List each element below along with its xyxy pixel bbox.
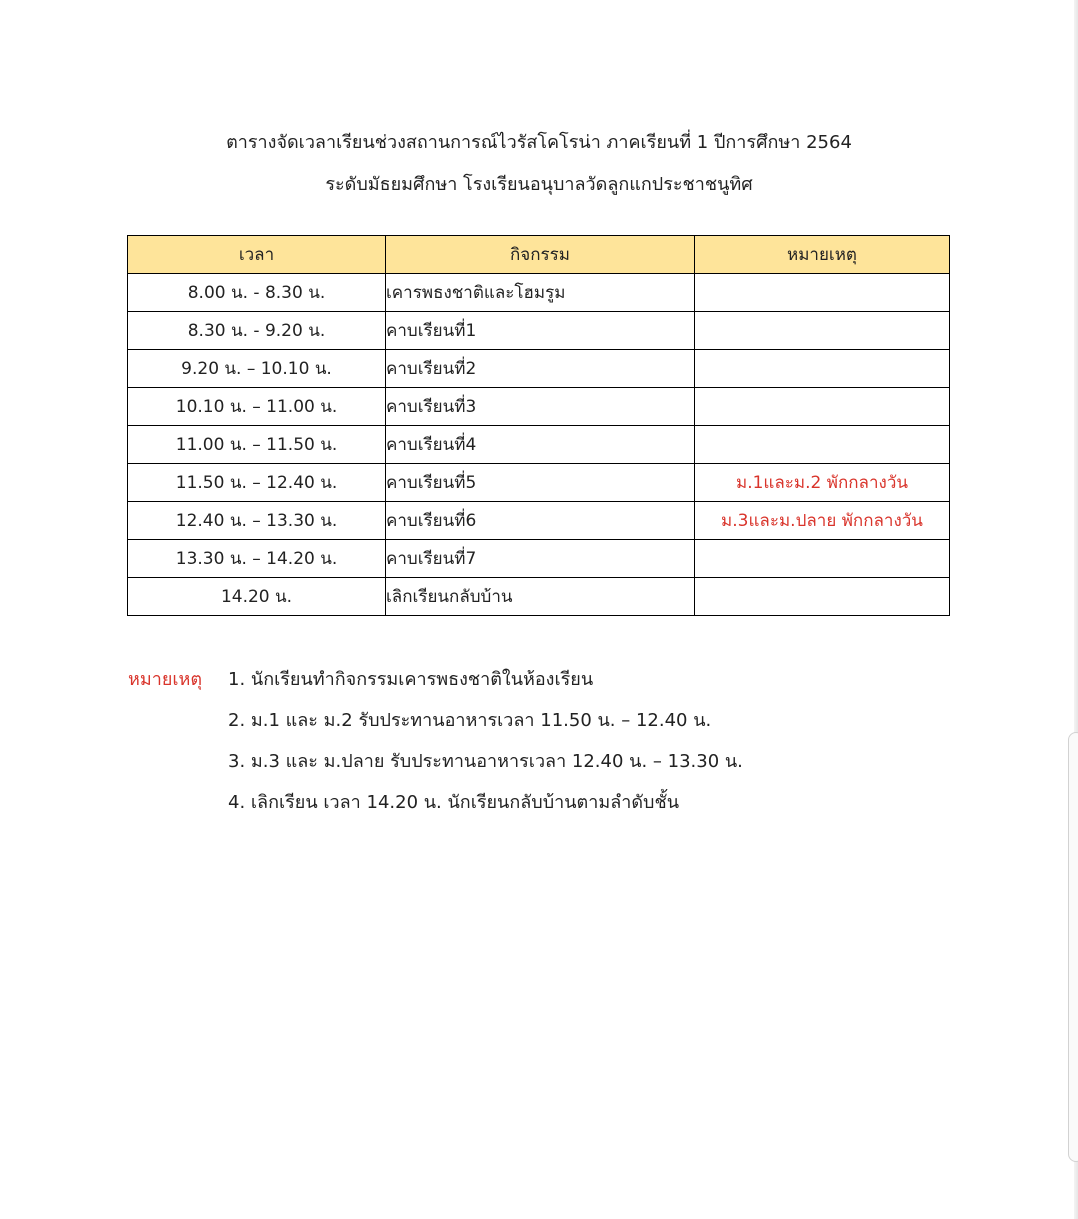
page-subtitle: ระดับมัธยมศึกษา โรงเรียนอนุบาลวัดลูกแกประชาชนูทิศ bbox=[325, 174, 753, 195]
table-row bbox=[128, 578, 950, 616]
table-header-row bbox=[128, 236, 950, 274]
column-header-note: หมายเหตุ bbox=[695, 236, 950, 274]
note-cell bbox=[695, 350, 950, 388]
time-cell: 14.20 น. bbox=[128, 578, 386, 616]
notes-label: หมายเหตุ bbox=[128, 669, 203, 690]
note-cell bbox=[695, 388, 950, 426]
note-item: 4. เลิกเรียน เวลา 14.20 น. นักเรียนกลับบ้านตามลำดับชั้น bbox=[228, 792, 679, 813]
time-cell: 9.20 น. – 10.10 น. bbox=[128, 350, 386, 388]
note-cell bbox=[695, 426, 950, 464]
schedule-table bbox=[127, 235, 950, 616]
note-cell: ม.3และม.ปลาย พักกลางวัน bbox=[695, 502, 950, 540]
note-item: 2. ม.1 และ ม.2 รับประทานอาหารเวลา 11.50 น. – 12.40 น. bbox=[228, 710, 712, 731]
column-header-activity: กิจกรรม bbox=[386, 236, 695, 274]
page-title: ตารางจัดเวลาเรียนช่วงสถานการณ์ไวรัสโคโรน่า ภาคเรียนที่ 1 ปีการศึกษา 2564 bbox=[226, 132, 852, 153]
column-header-time: เวลา bbox=[128, 236, 386, 274]
activity-cell: คาบเรียนที่4 bbox=[386, 426, 695, 464]
activity-cell: คาบเรียนที่6 bbox=[386, 502, 695, 540]
table-row bbox=[128, 464, 950, 502]
activity-cell: เคารพธงชาติและโฮมรูม bbox=[386, 274, 695, 312]
table-row bbox=[128, 502, 950, 540]
note-cell bbox=[695, 274, 950, 312]
time-cell: 11.00 น. – 11.50 น. bbox=[128, 426, 386, 464]
note-item: 3. ม.3 และ ม.ปลาย รับประทานอาหารเวลา 12.40 น. – 13.30 น. bbox=[228, 751, 743, 772]
note-cell bbox=[695, 578, 950, 616]
time-cell: 10.10 น. – 11.00 น. bbox=[128, 388, 386, 426]
table-row bbox=[128, 540, 950, 578]
activity-cell: เลิกเรียนกลับบ้าน bbox=[386, 578, 695, 616]
table-row bbox=[128, 426, 950, 464]
note-item: 1. นักเรียนทำกิจกรรมเคารพธงชาติในห้องเรียน bbox=[228, 669, 594, 690]
table-row bbox=[128, 350, 950, 388]
time-cell: 12.40 น. – 13.30 น. bbox=[128, 502, 386, 540]
table-row bbox=[128, 312, 950, 350]
activity-cell: คาบเรียนที่1 bbox=[386, 312, 695, 350]
time-cell: 11.50 น. – 12.40 น. bbox=[128, 464, 386, 502]
time-cell: 8.00 น. - 8.30 น. bbox=[128, 274, 386, 312]
activity-cell: คาบเรียนที่7 bbox=[386, 540, 695, 578]
scroll-handle[interactable] bbox=[1068, 732, 1078, 1162]
activity-cell: คาบเรียนที่2 bbox=[386, 350, 695, 388]
note-cell: ม.1และม.2 พักกลางวัน bbox=[695, 464, 950, 502]
table-row bbox=[128, 388, 950, 426]
activity-cell: คาบเรียนที่5 bbox=[386, 464, 695, 502]
note-cell bbox=[695, 312, 950, 350]
time-cell: 13.30 น. – 14.20 น. bbox=[128, 540, 386, 578]
time-cell: 8.30 น. - 9.20 น. bbox=[128, 312, 386, 350]
table-row bbox=[128, 274, 950, 312]
activity-cell: คาบเรียนที่3 bbox=[386, 388, 695, 426]
note-cell bbox=[695, 540, 950, 578]
